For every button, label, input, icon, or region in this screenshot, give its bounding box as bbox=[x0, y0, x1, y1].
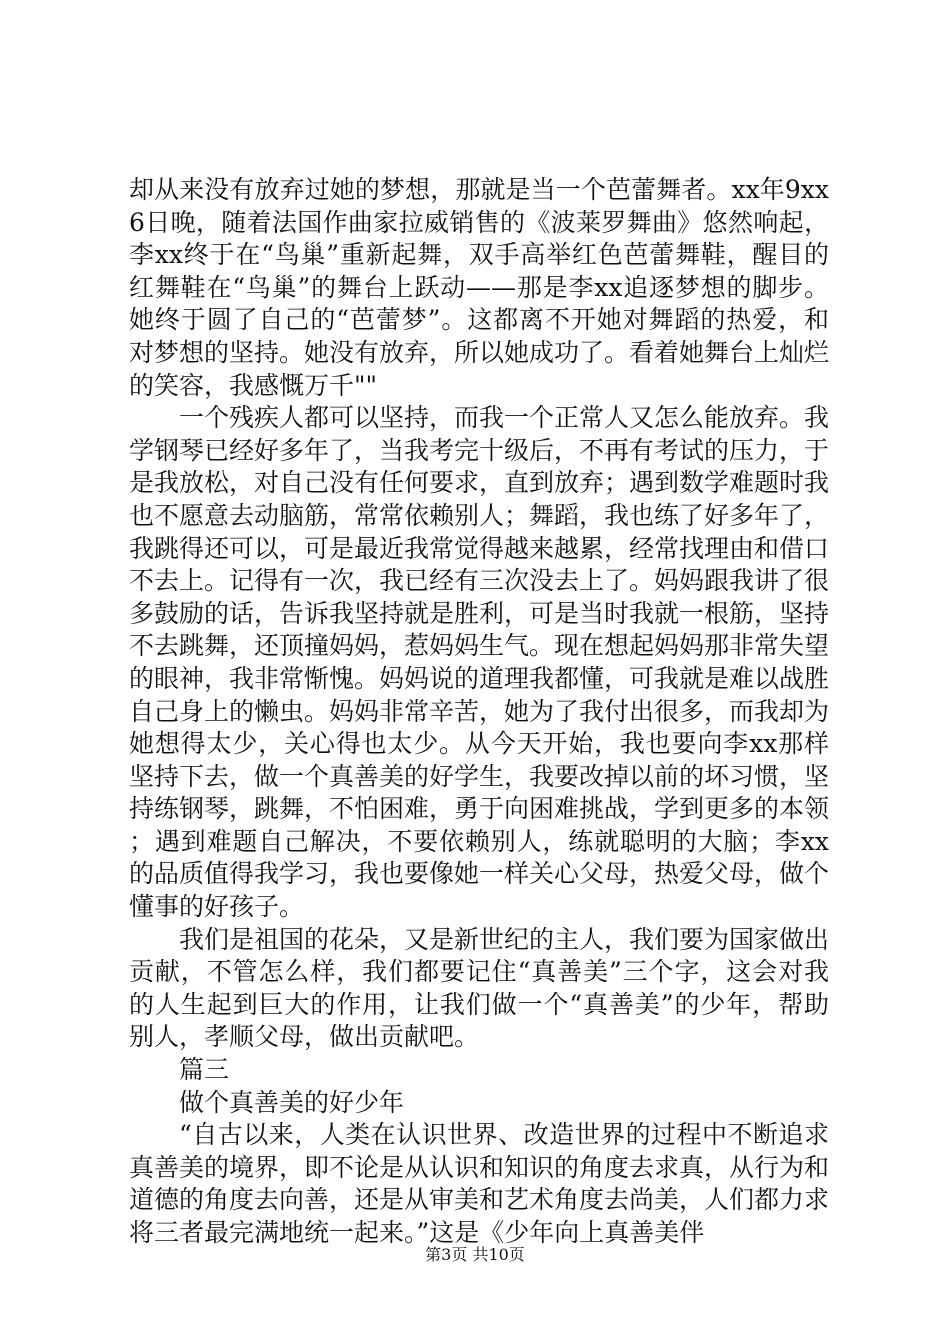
paragraph-flowers: 我们是祖国的花朵，又是新世纪的主人，我们要为国家做出贡献，不管怎么样，我们都要记住“真善美”三个字，这会对我的人生起到巨大的作用，让我们做一个“真善美”的少年，帮助别人，孝顺父母，做出贡献吧。 bbox=[129, 924, 830, 1052]
section-heading: 篇三 bbox=[179, 1055, 230, 1085]
paragraph-dream: 却从来没有放弃过她的梦想，那就是当一个芭蕾舞者。xx年9xx6日晚，随着法国作曲家拉威销售的《波莱罗舞曲》悠然响起，李xx终于在“鸟巢”重新起舞，双手高举红色芭蕾舞鞋，醒目的红舞鞋在“鸟巢”的舞台上跃动——那是李xx追逐梦想的脚步。她终于圆了自己的“芭蕾梦”。这都离不开她对舞蹈的热爱，和对梦想的坚持。她没有放弃，所以她成功了。看着她舞台上灿烂的笑容，我感慨万千"" bbox=[129, 175, 830, 400]
section-title: 做个真善美的好少年 bbox=[179, 1087, 405, 1117]
paragraph-persistence: 一个残疾人都可以坚持，而我一个正常人又怎么能放弃。我学钢琴已经好多年了，当我考完十级后，不再有考试的压力，于是我放松，对自己没有任何要求，直到放弃；遇到数学难题时我也不愿意去动脑筋，常常依赖别人；舞蹈，我也练了好多年了，我跳得还可以，可是最近我常觉得越来越累，经常找理由和借口不去上。记得有一次，我已经有三次没去上了。妈妈跟我讲了很多鼓励的话，告诉我坚持就是胜利，可是当时我就一根筋，坚持不去跳舞，还顶撞妈妈，惹妈妈生气。现在想起妈妈那非常失望的眼神，我非常惭愧。妈妈说的道理我都懂，可我就是难以战胜自己身上的懒虫。妈妈非常辛苦，她为了我付出很多，而我却为她想得太少，关心得也太少。从今天开始，我也要向李xx那样坚持下去，做一个真善美的好学生，我要改掉以前的坏习惯，坚持练钢琴，跳舞，不怕困难，勇于向困难挑战，学到更多的本领；遇到难题自己解决，不要依赖别人，练就聪明的大脑；李xx的品质值得我学习，我也要像她一样关心父母，热爱父母，做个懂事的好孩子。 bbox=[129, 403, 830, 922]
paragraph-quote: “自古以来，人类在认识世界、改造世界的过程中不断追求真善美的境界，即不论是从认识和知识的角度去求真，从行为和道德的角度去向善，还是从审美和艺术角度去尚美，人们都力求将三者最完满地统一起来。”这是《少年向上真善美伴 bbox=[129, 1120, 830, 1247]
body-text bbox=[129, 174, 829, 1250]
page-number: 第3页 共10页 bbox=[425, 1245, 525, 1264]
page-footer bbox=[0, 1245, 950, 1265]
